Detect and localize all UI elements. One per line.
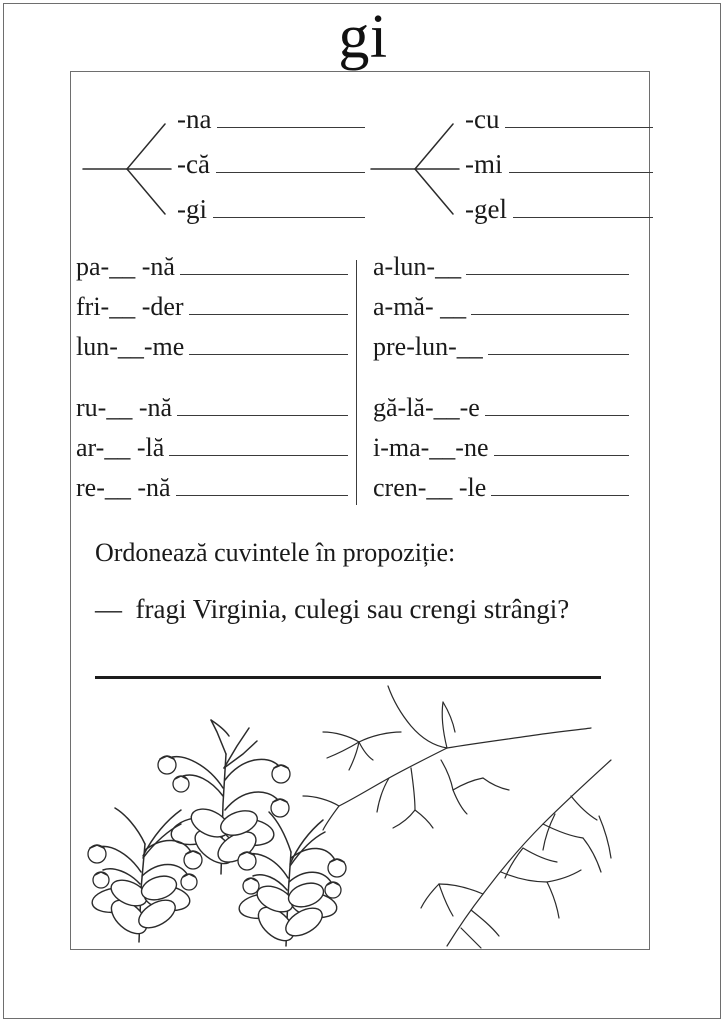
word-prompt: lun-__-me [76,332,185,361]
word-prompt: re-__ -nă [76,473,171,502]
exercise-box [70,71,650,950]
word-row [363,292,643,326]
word-prompt: fri-__ -der [76,292,184,321]
word-row [363,433,643,467]
word-prompt: a-mă- __ [373,292,467,321]
branch-syllable: -mi [465,149,503,179]
branch-fan-icon [369,102,479,237]
branch-row [465,194,655,234]
word-group [76,252,356,372]
word-row [363,252,643,286]
answer-blank[interactable] [488,334,629,355]
answer-blank[interactable] [491,475,629,496]
branch-items-right [465,102,655,237]
illustration [71,684,651,950]
word-group [363,252,643,372]
answer-blank[interactable] [177,395,348,416]
bare-branches-icon [303,686,611,948]
word-group [363,393,643,513]
branch-syllable: -na [177,104,212,134]
branch-row [177,104,367,144]
word-exercise-area [71,252,651,517]
word-group [76,393,356,513]
answer-blank[interactable] [176,475,348,496]
answer-blank[interactable] [466,254,629,275]
branch-row [465,104,655,144]
word-row [76,393,356,427]
word-prompt: ar-__ -lă [76,433,165,462]
branch-group-left [81,102,361,237]
branch-syllable: -că [177,149,210,179]
answer-blank[interactable] [494,435,629,456]
answer-blank[interactable] [213,195,365,218]
branch-group-right [369,102,649,237]
word-row [363,332,643,366]
answer-blank[interactable] [485,395,629,416]
word-row [363,393,643,427]
answer-blank[interactable] [509,150,654,173]
branch-fan-icon [81,102,191,237]
word-row [76,252,356,286]
answer-blank[interactable] [505,105,653,128]
word-row [76,433,356,467]
branch-row [465,149,655,189]
answer-blank[interactable] [513,195,653,218]
answer-blank[interactable] [180,254,348,275]
horizontal-rule [95,676,601,679]
branch-syllable: -gel [465,194,507,224]
answer-blank[interactable] [189,334,348,355]
branch-row [177,149,367,189]
branch-items-left [177,102,367,237]
sentence-text: — fragi Virginia, culegi sau crengi strângi? [95,594,570,624]
column-divider [356,260,357,505]
word-prompt: pa-__ -nă [76,252,175,281]
word-prompt: cren-__ -le [373,473,487,502]
answer-blank[interactable] [217,105,365,128]
answer-blank[interactable] [216,150,365,173]
branch-syllable: -cu [465,104,500,134]
answer-blank[interactable] [189,294,348,315]
word-prompt: gă-lă-__-e [373,393,480,422]
word-row [76,292,356,326]
word-prompt: a-lun-__ [373,252,462,281]
branch-diagrams [71,102,651,237]
word-row [76,473,356,507]
strawberry-plant-icon [158,720,290,874]
instruction-text: Ordonează cuvintele în propoziție: [95,538,456,567]
word-row [76,332,356,366]
word-prompt: pre-lun-__ [373,332,483,361]
branch-syllable: -gi [177,194,207,224]
answer-blank[interactable] [169,435,348,456]
word-row [363,473,643,507]
answer-blank[interactable] [471,294,629,315]
page-title: gi [338,3,388,71]
word-prompt: i-ma-__-ne [373,433,489,462]
branch-row [177,194,367,234]
illustration-drawing [71,684,651,950]
word-prompt: ru-__ -nă [76,393,173,422]
